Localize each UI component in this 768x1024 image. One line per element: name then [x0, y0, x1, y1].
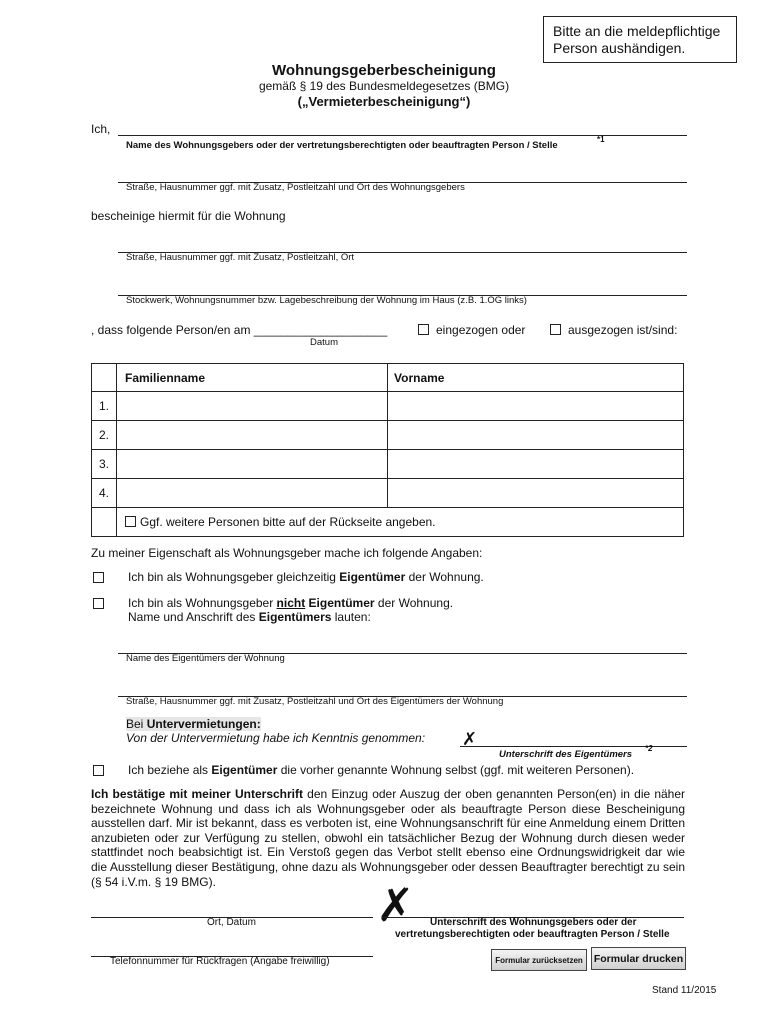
document-alt-title: („Vermieterbescheinigung“): [297, 94, 471, 109]
row-number: 3.: [92, 450, 117, 479]
lastname-cell[interactable]: [117, 450, 388, 479]
row-number-empty: [92, 508, 117, 537]
version-label: Stand 11/2015: [652, 985, 717, 996]
owner-not-same-checkbox[interactable]: [93, 598, 104, 609]
moved-out-checkbox[interactable]: [550, 324, 561, 335]
column-header-firstname: Vorname: [388, 364, 684, 392]
document-title: Wohnungsgeberbescheinigung: [272, 62, 496, 79]
sublet-heading: Bei Untervermietungen:: [126, 717, 261, 731]
row-number: 4.: [92, 479, 117, 508]
owner-same-label: Ich bin als Wohnungsgeber gleichzeitig Eigentümer der Wohnung.: [128, 570, 484, 584]
firstname-cell[interactable]: [388, 392, 684, 421]
phone-caption: Telefonnummer für Rückfragen (Angabe freiwillig): [110, 956, 330, 967]
table-header-num: [92, 364, 117, 392]
owner-not-same-label: Ich bin als Wohnungsgeber nicht Eigentümer der Wohnung.: [128, 596, 454, 610]
lastname-cell[interactable]: [117, 392, 388, 421]
row-number: 1.: [92, 392, 117, 421]
table-row: [92, 392, 684, 421]
move-date-text: , dass folgende Person/en am ____________________: [91, 323, 388, 337]
place-date-caption: Ort, Datum: [207, 917, 256, 928]
print-form-button[interactable]: Formular drucken: [591, 947, 686, 970]
confirmation-paragraph: Ich bestätige mit meiner Unterschrift den Einzug oder Auszug der oben genannten Person(en) in die näher bezeichnete Wohnung und dass ich als Wohnungsgeber oder als beauftragte Person diese Bescheinigung ausstellen darf. Mir ist bekannt, dass es verboten ist, eine Wohnungsanschrift für eine Anmeldung einem Dritten anzubieten oder zur Verfügung zu stellen, obwohl ein tatsächlicher Bezug der Wohnung durch diesen weder stattfindet noch beabsichtigt ist. Ein Verstoß gegen das Verbot stellt ebenso eine Ordnungswidrigkeit dar wie die Ausstellung dieser Bestätigung, ohne dazu als Wohnungsgeber oder dessen Beauftragter berechtigt zu sein (§ 54 i.V.m. § 19 BMG).: [91, 787, 686, 889]
handout-notice: Bitte an die meldepflichtige Person aushändigen.: [543, 16, 737, 63]
firstname-cell[interactable]: [388, 421, 684, 450]
sublet-text: Von der Untervermietung habe ich Kenntnis genommen:: [126, 731, 426, 745]
owner-section-intro: Zu meiner Eigenschaft als Wohnungsgeber mache ich folgende Angaben:: [91, 546, 483, 560]
owner-signature-footnote: *2: [645, 744, 653, 753]
signature-caption-line2: vertretungsberechtigten oder beauftragten Person / Stelle: [395, 929, 670, 940]
more-persons-cell: [117, 508, 684, 537]
column-header-lastname: Familienname: [117, 364, 388, 392]
owner-details-label: Name und Anschrift des Eigentümers lauten:: [128, 610, 371, 624]
table-row: [92, 479, 684, 508]
apartment-floor-caption: Stockwerk, Wohnungsnummer bzw. Lagebeschreibung der Wohnung im Haus (z.B. 1.OG links): [126, 295, 527, 306]
moved-out-label: ausgezogen ist/sind:: [568, 323, 678, 337]
table-row: [92, 421, 684, 450]
owner-signature-caption: Unterschrift des Eigentümers: [499, 749, 633, 760]
landlord-address-caption: Straße, Hausnummer ggf. mit Zusatz, Postleitzahl und Ort des Wohnungsgebers: [126, 182, 465, 193]
more-persons-checkbox[interactable]: [125, 516, 136, 527]
table-header-row: [92, 364, 684, 392]
landlord-name-caption: Name des Wohnungsgebers oder der vertretungsberechtigten oder beauftragten Person / Stelle: [126, 140, 558, 151]
move-date-caption: Datum: [310, 337, 338, 348]
table-row: [92, 450, 684, 479]
owner-self-label: Ich beziehe als Eigentümer die vorher genannte Wohnung selbst (ggf. mit weiteren Personen).: [128, 763, 635, 777]
firstname-cell[interactable]: [388, 479, 684, 508]
owner-name-caption: Name des Eigentümers der Wohnung: [126, 653, 285, 664]
reset-form-button[interactable]: Formular zurücksetzen: [491, 949, 587, 971]
lastname-cell[interactable]: [117, 479, 388, 508]
lastname-cell[interactable]: [117, 421, 388, 450]
owner-self-checkbox[interactable]: [93, 765, 104, 776]
signature-x-icon: ✗: [376, 878, 415, 932]
landlord-name-footnote: *1: [597, 135, 605, 144]
table-note-row: [92, 508, 684, 537]
moved-in-checkbox[interactable]: [418, 324, 429, 335]
landlord-prefix: Ich,: [91, 122, 111, 136]
apartment-intro: bescheinige hiermit für die Wohnung: [91, 209, 286, 223]
owner-signature-x-icon: ✗: [462, 729, 478, 750]
apartment-address-caption: Straße, Hausnummer ggf. mit Zusatz, Postleitzahl, Ort: [126, 252, 355, 263]
moved-in-label: eingezogen oder: [436, 323, 526, 337]
signature-caption-line1: Unterschrift des Wohnungsgebers oder der: [430, 917, 637, 928]
owner-same-checkbox[interactable]: [93, 572, 104, 583]
persons-table: [91, 363, 684, 537]
more-persons-note: Ggf. weitere Personen bitte auf der Rückseite angeben.: [140, 515, 436, 529]
document-subtitle: gemäß § 19 des Bundesmeldegesetzes (BMG): [258, 79, 510, 93]
firstname-cell[interactable]: [388, 450, 684, 479]
row-number: 2.: [92, 421, 117, 450]
owner-address-caption: Straße, Hausnummer ggf. mit Zusatz, Postleitzahl und Ort des Eigentümers der Wohnung: [126, 696, 504, 707]
